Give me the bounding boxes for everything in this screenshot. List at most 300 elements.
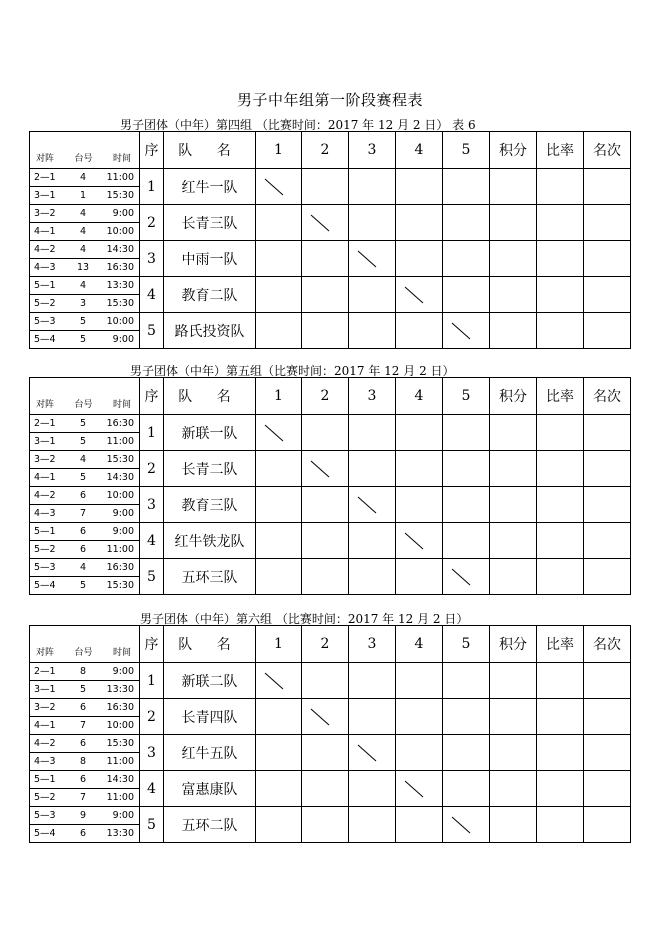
score-cell <box>302 241 349 277</box>
match-table-no: 4 <box>79 172 87 183</box>
score-cell <box>256 807 302 843</box>
matchup-header: 对阵 <box>36 648 55 658</box>
match-line <box>30 576 139 594</box>
score-cell <box>302 559 349 595</box>
match-pair: 2—1 <box>34 666 56 677</box>
seq-cell: 4 <box>140 523 164 559</box>
opponent-col-header: 1 <box>256 132 302 169</box>
match-line <box>30 222 139 240</box>
ratio-cell <box>537 559 584 595</box>
opponent-col-header: 3 <box>349 626 396 663</box>
points-cell <box>490 241 537 277</box>
diagonal-slash-icon <box>404 531 424 551</box>
opponent-col-header: 1 <box>256 626 302 663</box>
ratio-cell <box>537 205 584 241</box>
opponent-col-header: 5 <box>443 378 490 415</box>
match-time: 9:00 <box>112 526 134 537</box>
score-cell <box>396 415 443 451</box>
match-table-no: 6 <box>79 738 87 749</box>
match-pair: 5—4 <box>34 580 56 591</box>
rank-cell <box>584 699 631 735</box>
rank-cell <box>584 205 631 241</box>
match-pair: 4—2 <box>34 244 56 255</box>
diagonal-slash-icon <box>264 423 284 443</box>
opponent-col-header: 2 <box>302 132 349 169</box>
match-pair: 5—3 <box>34 810 56 821</box>
rank-cell <box>584 807 631 843</box>
score-cell <box>256 487 302 523</box>
match-pair: 2—1 <box>34 418 56 429</box>
score-cell <box>396 313 443 349</box>
match-time: 16:30 <box>106 418 134 429</box>
score-cell <box>302 771 349 807</box>
match-time: 16:30 <box>106 262 134 273</box>
points-cell <box>490 699 537 735</box>
match-line <box>30 752 139 770</box>
points-cell <box>490 205 537 241</box>
rank-header: 名次 <box>584 132 631 169</box>
team-name-cell: 中雨一队 <box>164 241 256 277</box>
points-cell <box>490 559 537 595</box>
match-pair: 3—1 <box>34 436 56 447</box>
match-schedule-cell <box>30 663 140 699</box>
self-match-cell <box>396 771 443 807</box>
match-table-no: 4 <box>79 226 87 237</box>
match-table-no: 1 <box>79 190 87 201</box>
ratio-cell <box>537 523 584 559</box>
match-time: 15:30 <box>106 580 134 591</box>
diagonal-slash-icon <box>357 495 377 515</box>
team-name-cell: 红牛一队 <box>164 169 256 205</box>
score-cell <box>302 523 349 559</box>
self-match-cell <box>349 487 396 523</box>
diagonal-slash-icon <box>357 249 377 269</box>
match-time: 9:00 <box>112 810 134 821</box>
match-pair: 4—2 <box>34 738 56 749</box>
match-line <box>30 680 139 698</box>
diagonal-slash-icon <box>310 459 330 479</box>
match-pair: 4—3 <box>34 262 56 273</box>
ratio-header: 比率 <box>537 626 584 663</box>
match-schedule-cell <box>30 277 140 313</box>
match-pair: 3—2 <box>34 702 56 713</box>
diagonal-slash-icon <box>264 177 284 197</box>
header-row <box>30 378 631 415</box>
score-cell <box>256 313 302 349</box>
score-cell <box>396 241 443 277</box>
seq-cell: 3 <box>140 241 164 277</box>
rank-cell <box>584 415 631 451</box>
info-header <box>30 626 140 663</box>
score-cell <box>349 807 396 843</box>
match-schedule-cell <box>30 771 140 807</box>
match-time: 16:30 <box>106 562 134 573</box>
score-cell <box>349 699 396 735</box>
seq-cell: 2 <box>140 205 164 241</box>
rank-cell <box>584 735 631 771</box>
match-time: 15:30 <box>106 454 134 465</box>
group-subtitle: 男子团体（中年）第五组（比赛时间：2017 年 12 月 2 日） <box>130 364 455 378</box>
score-cell <box>443 663 490 699</box>
match-table-no: 7 <box>79 792 87 803</box>
rank-cell <box>584 523 631 559</box>
rank-cell <box>584 487 631 523</box>
table-no-header: 台号 <box>74 154 93 164</box>
diagonal-slash-icon <box>451 321 471 341</box>
match-schedule-cell <box>30 205 140 241</box>
match-schedule-cell <box>30 487 140 523</box>
team-name-cell: 新联二队 <box>164 663 256 699</box>
score-cell <box>256 559 302 595</box>
rank-cell <box>584 451 631 487</box>
score-cell <box>396 205 443 241</box>
match-line <box>30 205 139 222</box>
match-pair: 4—3 <box>34 508 56 519</box>
match-time: 14:30 <box>106 472 134 483</box>
matchup-header: 对阵 <box>36 400 55 410</box>
score-cell <box>256 523 302 559</box>
group-table <box>29 377 631 595</box>
team-row <box>30 559 631 595</box>
points-header: 积分 <box>490 132 537 169</box>
match-pair: 2—1 <box>34 172 56 183</box>
match-schedule-cell <box>30 241 140 277</box>
score-cell <box>349 663 396 699</box>
team-row <box>30 735 631 771</box>
match-table-no: 6 <box>79 544 87 555</box>
time-header: 时间 <box>112 154 131 164</box>
points-header: 积分 <box>490 626 537 663</box>
match-pair: 5—4 <box>34 334 56 345</box>
match-line <box>30 824 139 842</box>
info-header <box>30 378 140 415</box>
table-no-header: 台号 <box>74 400 93 410</box>
group-subtitle: 男子团体（中年）第六组 （比赛时间：2017 年 12 月 2 日） <box>140 612 469 626</box>
score-cell <box>349 451 396 487</box>
team-row <box>30 241 631 277</box>
match-pair: 5—2 <box>34 544 56 555</box>
match-time: 11:00 <box>106 172 134 183</box>
match-pair: 4—1 <box>34 226 56 237</box>
ratio-cell <box>537 699 584 735</box>
seq-cell: 2 <box>140 699 164 735</box>
group-table <box>29 625 631 843</box>
match-pair: 5—4 <box>34 828 56 839</box>
team-row <box>30 663 631 699</box>
match-table-no: 5 <box>79 580 87 591</box>
self-match-cell <box>349 241 396 277</box>
score-cell <box>302 735 349 771</box>
match-line <box>30 699 139 716</box>
match-table-no: 5 <box>79 684 87 695</box>
team-row <box>30 699 631 735</box>
score-cell <box>443 487 490 523</box>
match-table-no: 8 <box>79 666 87 677</box>
seq-cell: 5 <box>140 313 164 349</box>
score-cell <box>256 699 302 735</box>
match-schedule-cell <box>30 523 140 559</box>
score-cell <box>396 487 443 523</box>
group-table <box>29 131 631 349</box>
match-pair: 5—3 <box>34 316 56 327</box>
match-time: 16:30 <box>106 702 134 713</box>
match-line <box>30 186 139 204</box>
score-cell <box>396 663 443 699</box>
rank-cell <box>584 771 631 807</box>
match-line <box>30 432 139 450</box>
diagonal-slash-icon <box>310 707 330 727</box>
table-no-header: 台号 <box>74 648 93 658</box>
opponent-col-header: 2 <box>302 626 349 663</box>
match-time: 15:30 <box>106 738 134 749</box>
time-header: 时间 <box>112 400 131 410</box>
points-cell <box>490 487 537 523</box>
team-row <box>30 277 631 313</box>
score-cell <box>302 415 349 451</box>
match-time: 9:00 <box>112 508 134 519</box>
match-schedule-cell <box>30 559 140 595</box>
self-match-cell <box>443 559 490 595</box>
match-pair: 5—1 <box>34 774 56 785</box>
seq-cell: 1 <box>140 169 164 205</box>
score-cell <box>443 523 490 559</box>
ratio-header: 比率 <box>537 132 584 169</box>
opponent-col-header: 1 <box>256 378 302 415</box>
match-line <box>30 523 139 540</box>
seq-header: 序 <box>140 626 164 663</box>
match-line <box>30 663 139 680</box>
seq-cell: 5 <box>140 807 164 843</box>
opponent-col-header: 3 <box>349 132 396 169</box>
opponent-col-header: 4 <box>396 626 443 663</box>
points-cell <box>490 663 537 699</box>
match-pair: 4—1 <box>34 472 56 483</box>
match-schedule-cell <box>30 169 140 205</box>
score-cell <box>349 523 396 559</box>
diagonal-slash-icon <box>451 567 471 587</box>
score-cell <box>256 205 302 241</box>
team-name-cell: 红牛铁龙队 <box>164 523 256 559</box>
score-cell <box>443 699 490 735</box>
score-cell <box>349 277 396 313</box>
ratio-header: 比率 <box>537 378 584 415</box>
team-name-cell: 五环二队 <box>164 807 256 843</box>
score-cell <box>302 313 349 349</box>
team-row <box>30 415 631 451</box>
ratio-cell <box>537 241 584 277</box>
match-line <box>30 504 139 522</box>
team-name-cell: 路氏投资队 <box>164 313 256 349</box>
rank-header: 名次 <box>584 626 631 663</box>
match-time: 13:30 <box>106 684 134 695</box>
score-cell <box>256 735 302 771</box>
match-time: 11:00 <box>106 756 134 767</box>
score-cell <box>256 277 302 313</box>
match-time: 15:30 <box>106 190 134 201</box>
seq-cell: 4 <box>140 277 164 313</box>
match-schedule-cell <box>30 807 140 843</box>
score-cell <box>443 735 490 771</box>
match-table-no: 13 <box>76 262 90 273</box>
match-time: 9:00 <box>112 666 134 677</box>
team-name-cell: 富惠康队 <box>164 771 256 807</box>
diagonal-slash-icon <box>404 779 424 799</box>
ratio-cell <box>537 487 584 523</box>
score-cell <box>443 241 490 277</box>
ratio-cell <box>537 771 584 807</box>
header-row <box>30 626 631 663</box>
ratio-cell <box>537 451 584 487</box>
score-cell <box>349 205 396 241</box>
match-time: 14:30 <box>106 774 134 785</box>
match-pair: 5—3 <box>34 562 56 573</box>
match-time: 10:00 <box>106 316 134 327</box>
match-line <box>30 487 139 504</box>
team-name-cell: 教育二队 <box>164 277 256 313</box>
diagonal-slash-icon <box>264 671 284 691</box>
team-row <box>30 313 631 349</box>
match-time: 10:00 <box>106 226 134 237</box>
score-cell <box>302 277 349 313</box>
match-pair: 4—3 <box>34 756 56 767</box>
score-cell <box>396 169 443 205</box>
score-cell <box>302 487 349 523</box>
score-cell <box>302 169 349 205</box>
match-table-no: 4 <box>79 208 87 219</box>
seq-header: 序 <box>140 378 164 415</box>
match-table-no: 5 <box>79 472 87 483</box>
match-line <box>30 735 139 752</box>
opponent-col-header: 4 <box>396 378 443 415</box>
match-pair: 4—2 <box>34 490 56 501</box>
match-line <box>30 771 139 788</box>
match-time: 11:00 <box>106 436 134 447</box>
match-table-no: 5 <box>79 316 87 327</box>
self-match-cell <box>302 699 349 735</box>
score-cell <box>349 771 396 807</box>
ratio-cell <box>537 735 584 771</box>
rank-cell <box>584 559 631 595</box>
seq-cell: 3 <box>140 735 164 771</box>
match-schedule-cell <box>30 451 140 487</box>
score-cell <box>256 451 302 487</box>
points-cell <box>490 415 537 451</box>
points-cell <box>490 277 537 313</box>
match-time: 9:00 <box>112 208 134 219</box>
match-line <box>30 415 139 432</box>
match-time: 13:30 <box>106 828 134 839</box>
match-line <box>30 313 139 330</box>
match-schedule-cell <box>30 313 140 349</box>
score-cell <box>302 807 349 843</box>
score-cell <box>396 735 443 771</box>
score-cell <box>443 771 490 807</box>
opponent-col-header: 2 <box>302 378 349 415</box>
score-cell <box>256 771 302 807</box>
match-pair: 5—2 <box>34 792 56 803</box>
match-table-no: 7 <box>79 720 87 731</box>
match-table-no: 6 <box>79 774 87 785</box>
match-table-no: 4 <box>79 454 87 465</box>
match-line <box>30 540 139 558</box>
team-name-cell: 五环三队 <box>164 559 256 595</box>
points-header: 积分 <box>490 378 537 415</box>
match-schedule-cell <box>30 735 140 771</box>
match-table-no: 6 <box>79 828 87 839</box>
team-header: 队 名 <box>164 378 256 415</box>
match-line <box>30 468 139 486</box>
score-cell <box>396 699 443 735</box>
self-match-cell <box>256 169 302 205</box>
self-match-cell <box>349 735 396 771</box>
header-row <box>30 132 631 169</box>
diagonal-slash-icon <box>451 815 471 835</box>
score-cell <box>349 169 396 205</box>
match-table-no: 4 <box>79 244 87 255</box>
match-pair: 5—1 <box>34 280 56 291</box>
match-line <box>30 788 139 806</box>
match-line <box>30 451 139 468</box>
self-match-cell <box>396 277 443 313</box>
seq-cell: 5 <box>140 559 164 595</box>
self-match-cell <box>443 807 490 843</box>
self-match-cell <box>256 663 302 699</box>
match-schedule-cell <box>30 415 140 451</box>
team-name-cell: 红牛五队 <box>164 735 256 771</box>
score-cell <box>443 277 490 313</box>
self-match-cell <box>302 451 349 487</box>
rank-cell <box>584 313 631 349</box>
team-name-cell: 长青三队 <box>164 205 256 241</box>
match-schedule-cell <box>30 699 140 735</box>
score-cell <box>349 415 396 451</box>
match-time: 9:00 <box>112 334 134 345</box>
team-name-cell: 教育三队 <box>164 487 256 523</box>
diagonal-slash-icon <box>404 285 424 305</box>
self-match-cell <box>302 205 349 241</box>
self-match-cell <box>256 415 302 451</box>
match-table-no: 5 <box>79 418 87 429</box>
points-cell <box>490 313 537 349</box>
seq-cell: 1 <box>140 415 164 451</box>
points-cell <box>490 169 537 205</box>
match-pair: 3—1 <box>34 684 56 695</box>
score-cell <box>396 451 443 487</box>
match-line <box>30 716 139 734</box>
match-table-no: 4 <box>79 562 87 573</box>
match-time: 10:00 <box>106 720 134 731</box>
info-header <box>30 132 140 169</box>
match-table-no: 5 <box>79 334 87 345</box>
self-match-cell <box>443 313 490 349</box>
diagonal-slash-icon <box>310 213 330 233</box>
score-cell <box>443 169 490 205</box>
points-cell <box>490 451 537 487</box>
match-time: 10:00 <box>106 490 134 501</box>
rank-cell <box>584 241 631 277</box>
team-row <box>30 169 631 205</box>
match-pair: 5—2 <box>34 298 56 309</box>
match-pair: 4—1 <box>34 720 56 731</box>
match-table-no: 8 <box>79 756 87 767</box>
match-line <box>30 559 139 576</box>
team-name-cell: 长青二队 <box>164 451 256 487</box>
score-cell <box>256 241 302 277</box>
score-cell <box>396 807 443 843</box>
page-title: 男子中年组第一阶段赛程表 <box>236 91 423 109</box>
opponent-col-header: 3 <box>349 378 396 415</box>
score-cell <box>443 451 490 487</box>
